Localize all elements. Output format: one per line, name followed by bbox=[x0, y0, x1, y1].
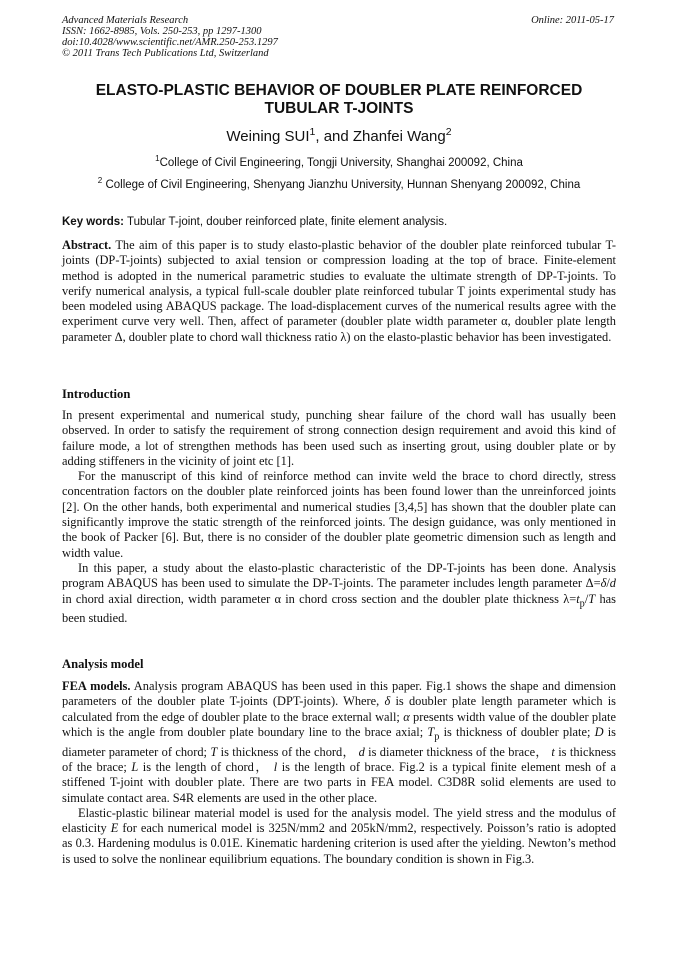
copyright-line: © 2011 Trans Tech Publications Ltd, Switzerland bbox=[62, 48, 269, 59]
intro-paragraph-1: In present experimental and numerical study, punching shear failure of the chord wall has usually been observed. In order to satisfy the requirement of strong connection design requirement and avoid this kind of failure mode, a lot of strengthen methods has been used such as inserting grout, using doubler plate or by adding stiffeners in the vicinity of joint etc [1]. bbox=[62, 408, 616, 468]
journal-header bbox=[62, 15, 278, 59]
affiliation-1-text: College of Civil Engineering, Tongji University, Shanghai 200092, China bbox=[159, 157, 523, 169]
abstract bbox=[62, 238, 616, 345]
fea-label: FEA models. bbox=[62, 679, 131, 693]
author-1: Weining SUI bbox=[226, 128, 310, 145]
author-2: , and Zhanfei Wang bbox=[315, 128, 446, 145]
section-heading-introduction: Introduction bbox=[62, 387, 131, 401]
doi-line[interactable]: doi:10.4028/www.scientific.net/AMR.250-253.1297 bbox=[62, 37, 278, 48]
title-line-1: ELASTO-PLASTIC BEHAVIOR OF DOUBLER PLATE REINFORCED bbox=[95, 82, 583, 99]
intro-paragraph-2: For the manuscript of this kind of reinforce method can invite weld the brace to chord directly, stress concentration factors on the doubler plate reinforced joints has been found lower than the unreinforced joints [2]. On the other hands, both experimental and numerical studies [3,4,5] has shown that the doubler plate can significantly improve the static strength of the reinforced joints. The design guidance, was only mentioned in the book of Packer [6]. But, there is no consider of the doubler plate geometric dimension such as length and width value. bbox=[62, 469, 616, 560]
intro-paragraph-3: In this paper, a study about the elasto-plastic characteristic of the DP-T-joints has been done. Analysis program ABAQUS has been used to simulate the DP-T-joints. The parameter includes length parameter Δ=δ/d in chord axial direction, width parameter α in chord cross section and the doubler plate thickness $\lambda=t_p/T$ has been studied. bbox=[62, 560, 616, 626]
affiliation-1-mark: 1 bbox=[155, 154, 160, 164]
fea-paragraph: FEA models. Analysis program ABAQUS has been used in this paper. Fig.1 shows the shape and dimension parameters of the doubler plate T-joints (DPT-joints). Where, δ is doubler plate length parameter which is calculated from the edge of doubler plate to the brace external wall; α presents width value of the doubler plate which is the angle from doubler plate boundary line to the brace axial; $T_p$ is thickness of doubler plate; D is diameter parameter of chord; T is thickness of the chord， d is diameter thickness of the brace， t is thickness of the brace; L is the length of chord， l is the length of brace. Fig.2 is a typical finite element mesh of a stiffened T-joint with doubler plate. There are two parts in FEA model. C3D8R solid elements are used to simulate contact area. S4R elements are used in the other place. bbox=[62, 679, 617, 805]
paper-title bbox=[62, 82, 616, 118]
material-paragraph: Elastic-plastic bilinear material model is used for the analysis model. The yield stress and the modulus of elasticity E for each numerical model is 325N/mm2 and 205kN/mm2, respectively. Poisson’s ratio is adopted as 0.3. Hardening modulus is 0.01E. Kinematic hardening criterion is used after the yielding. Newton’s method is used to solve the nonlinear equilibrium equations. The boundary condition is shown in Fig.3. bbox=[62, 805, 617, 866]
keywords-text: Tubular T-joint, douber reinforced plate, finite element analysis. bbox=[124, 216, 448, 228]
online-date: Online: 2011-05-17 bbox=[531, 15, 614, 26]
affiliation-2-text: College of Civil Engineering, Shenyang Jianzhu University, Hunnan Shenyang 200092, China bbox=[102, 179, 581, 191]
author-2-affil-mark: 2 bbox=[445, 126, 452, 138]
abstract-text: The aim of this paper is to study elasto-plastic behavior of the doubler plate reinforced tubular T-joints (DP-T-joints) subjected to axial tension or compression loading at the top of brace. Finite-element method is adopted in the numerical parametric studies to evaluate the ultimate strength of DP-T-joints. To verify numerical analysis, a typical full-scale doubler plate reinforced tubular T joints experimental study has been modeled using ABAQUS package. The load-displacement curves of the numerical results agree with the experiment curve very well. Then, affect of parameter (doubler plate width parameter α, doubler plate length parameter Δ, doubler plate to chord wall thickness ratio λ) on the elasto-plastic behavior has been investigated. bbox=[62, 238, 616, 344]
section-heading-analysis-model: Analysis model bbox=[62, 657, 144, 671]
keywords-label: Key words: bbox=[62, 216, 124, 228]
affiliation-2 bbox=[40, 176, 638, 191]
keywords bbox=[62, 216, 616, 228]
affiliation-1 bbox=[40, 154, 638, 169]
journal-name: Advanced Materials Research bbox=[62, 15, 189, 26]
abstract-label: Abstract. bbox=[62, 238, 112, 252]
analysis-body bbox=[62, 679, 616, 867]
author-list bbox=[62, 128, 616, 145]
title-line-2: TUBULAR T-JOINTS bbox=[264, 100, 414, 117]
affiliation-2-mark: 2 bbox=[97, 176, 103, 186]
issn-line: ISSN: 1662-8985, Vols. 250-253, pp 1297-1300 bbox=[62, 26, 262, 37]
author-1-affil-mark: 1 bbox=[309, 126, 316, 138]
introduction-body bbox=[62, 408, 616, 627]
